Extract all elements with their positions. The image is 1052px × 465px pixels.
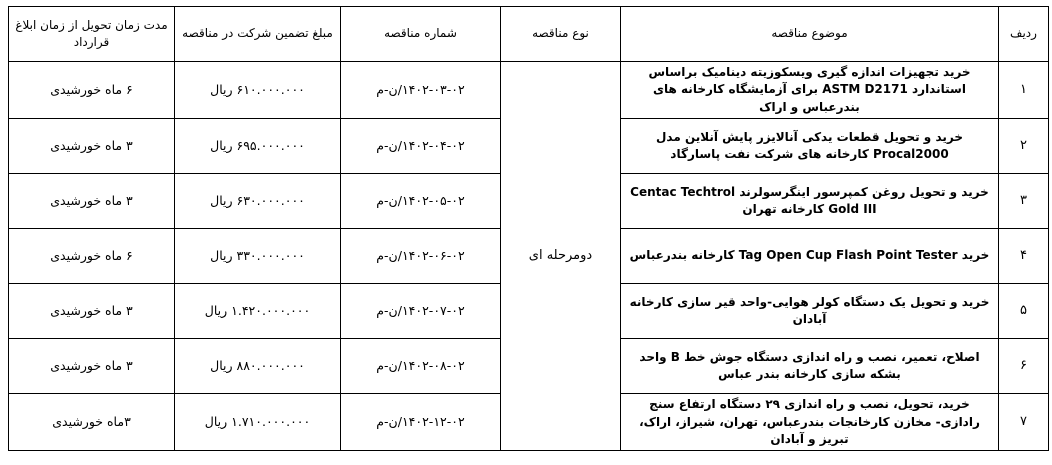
header-type: نوع مناقصه [501,7,621,62]
row-amount: ۶۹۵.۰۰۰.۰۰۰ ریال [175,119,341,174]
row-duration: ۳ ماه خورشیدی [9,339,175,394]
header-subject: موضوع مناقصه [621,7,999,62]
row-duration: ۳ ماه خورشیدی [9,174,175,229]
row-subject: خرید و تحویل روغن کمپرسور اینگرسولرند Centac Techtrol Gold III کارخانه تهران [621,174,999,229]
row-duration: ۶ ماه خورشیدی [9,62,175,119]
row-subject: خرید Tag Open Cup Flash Point Tester کارخانه بندرعباس [621,229,999,284]
row-index: ۲ [999,119,1049,174]
row-number: ۱۴۰۲-۰۵-۰۲/ن-م [341,174,501,229]
row-duration: ۳ ماه خورشیدی [9,284,175,339]
row-number: ۱۴۰۲-۰۶-۰۲/ن-م [341,229,501,284]
row-number: ۱۴۰۲-۱۲-۰۲/ن-م [341,394,501,451]
header-duration: مدت زمان تحویل از زمان ابلاغ قرارداد [9,7,175,62]
row-duration: ۳ ماه خورشیدی [9,119,175,174]
row-number: ۱۴۰۲-۰۸-۰۲/ن-م [341,339,501,394]
row-number: ۱۴۰۲-۰۴-۰۲/ن-م [341,119,501,174]
row-number: ۱۴۰۲-۰۷-۰۲/ن-م [341,284,501,339]
table-row [9,62,1049,119]
row-index: ۷ [999,394,1049,451]
row-duration: ۳ماه خورشیدی [9,394,175,451]
row-amount: ۳۳۰.۰۰۰.۰۰۰ ریال [175,229,341,284]
row-index: ۶ [999,339,1049,394]
row-index: ۳ [999,174,1049,229]
row-amount: ۶۱۰.۰۰۰.۰۰۰ ریال [175,62,341,119]
tender-type-cell: دومرحله ای [501,62,621,451]
row-subject: خرید و تحویل قطعات یدکی آنالایزر پایش آنلاین مدل Procal2000 کارخانه های شرکت نفت پاسارگاد [621,119,999,174]
row-index: ۵ [999,284,1049,339]
row-amount: ۶۳۰.۰۰۰.۰۰۰ ریال [175,174,341,229]
row-number: ۱۴۰۲-۰۳-۰۲/ن-م [341,62,501,119]
row-index: ۱ [999,62,1049,119]
row-subject: خرید، تحویل، نصب و راه اندازی ۲۹ دستگاه ارتفاع سنج رادازی- مخازن کارخانجات بندرعباس، تهران، شیراز، اراک، تبریز و آبادان [621,394,999,451]
tender-table [8,6,1049,451]
row-amount: ۱.۴۲۰.۰۰۰.۰۰۰ ریال [175,284,341,339]
row-index: ۴ [999,229,1049,284]
header-row-index: ردیف [999,7,1049,62]
header-row [9,7,1049,62]
row-amount: ۱.۷۱۰.۰۰۰.۰۰۰ ریال [175,394,341,451]
header-number: شماره مناقصه [341,7,501,62]
header-guarantee: مبلغ تضمین شرکت در مناقصه [175,7,341,62]
row-subject: اصلاح، تعمیر، نصب و راه اندازی دستگاه جوش خط B واحد بشکه سازی کارخانه بندر عباس [621,339,999,394]
row-subject: خرید تجهیزات اندازه گیری ویسکوزیته دینامیک براساس استاندارد ASTM D2171 برای آزمایشگاه کارخانه های بندرعباس و اراک [621,62,999,119]
row-amount: ۸۸۰.۰۰۰.۰۰۰ ریال [175,339,341,394]
row-duration: ۶ ماه خورشیدی [9,229,175,284]
row-subject: خرید و تحویل یک دستگاه کولر هوایی-واحد قیر سازی کارخانه آبادان [621,284,999,339]
